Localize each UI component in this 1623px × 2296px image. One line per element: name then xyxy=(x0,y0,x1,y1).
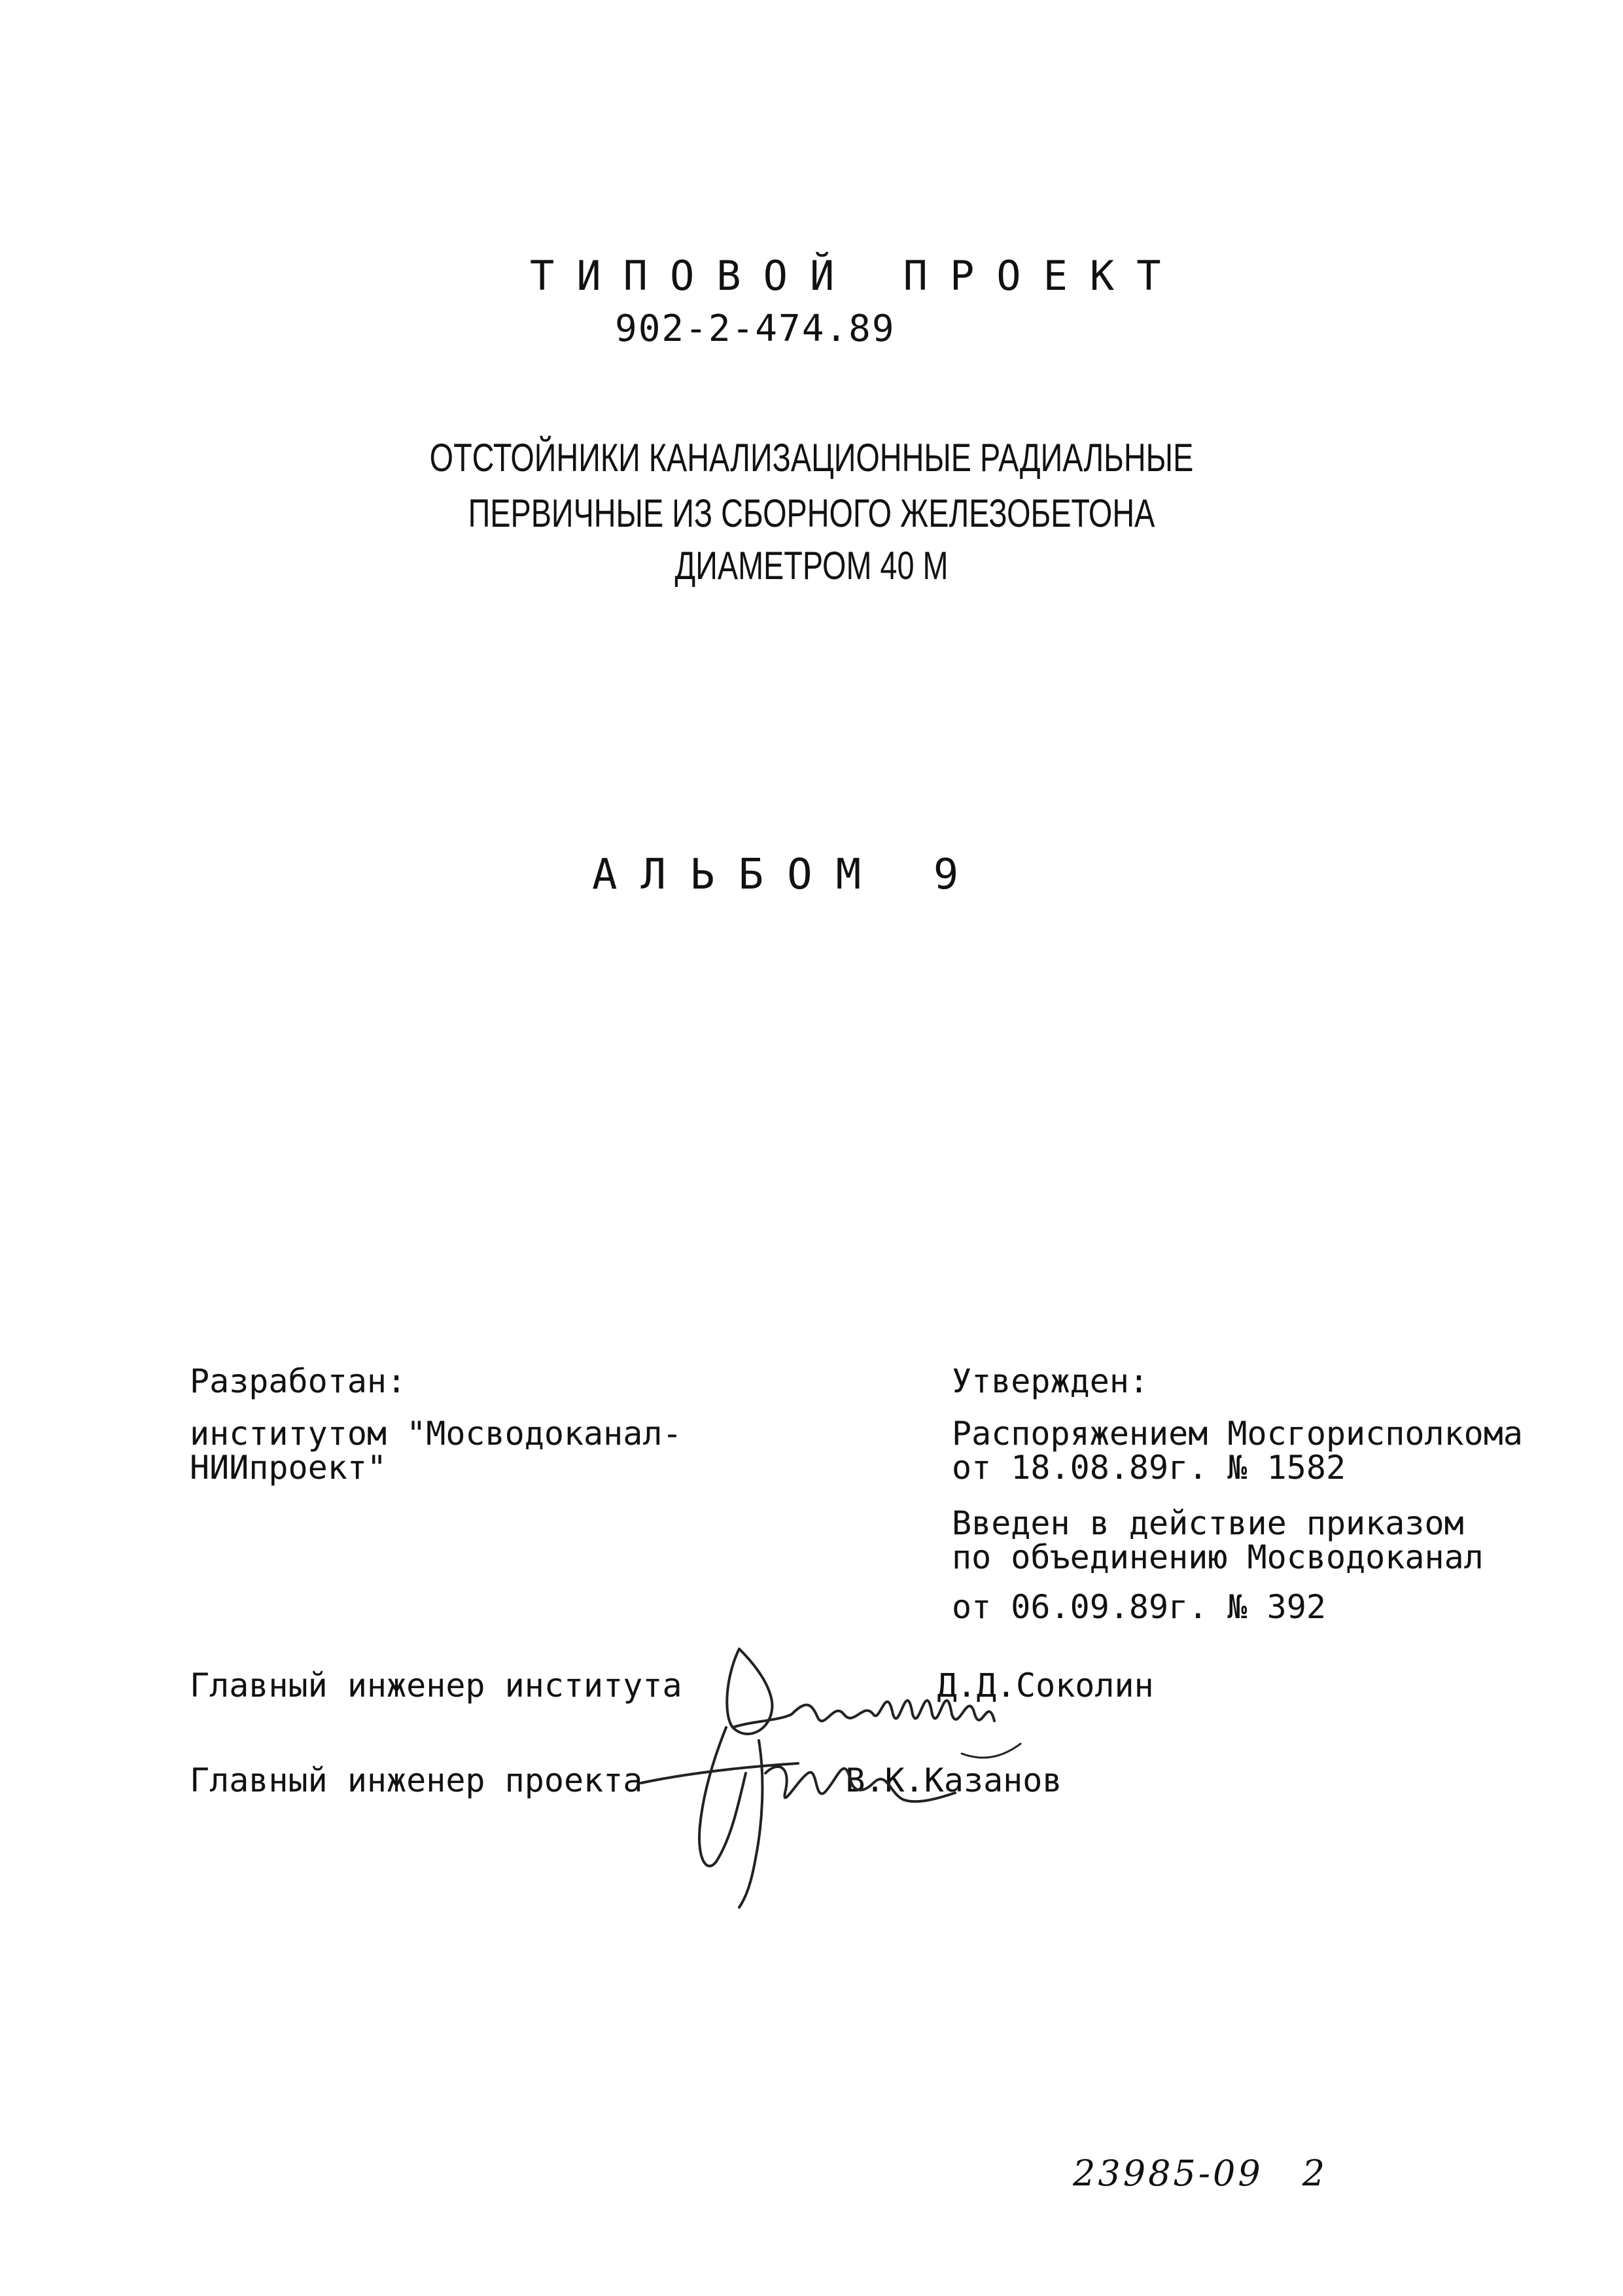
developed-by-line-2: НИИпроект" xyxy=(190,1449,387,1487)
approved-line-3: Введен в действие приказом xyxy=(952,1504,1464,1542)
project-code: 902-2-474.89 xyxy=(615,308,896,350)
footer-doc-number xyxy=(1073,2153,1327,2194)
approved-label: Утвержден: xyxy=(952,1362,1149,1400)
approved-line-1: Распоряжением Мосгорисполкома xyxy=(952,1415,1523,1453)
approved-line-5: от 06.09.89г. № 392 xyxy=(952,1588,1326,1626)
chief-engineer-project-label: Главный инженер проекта xyxy=(190,1761,643,1799)
signature-kazanov xyxy=(628,1701,968,1911)
approved-line-2: от 18.08.89г. № 1582 xyxy=(952,1449,1346,1487)
developed-by-label: Разработан: xyxy=(190,1362,407,1400)
developed-by-line-1: институтом "Мосводоканал- xyxy=(190,1415,682,1453)
main-title-line-2: ПЕРВИЧНЫЕ ИЗ СБОРНОГО ЖЕЛЕЗОБЕТОНА xyxy=(468,491,1155,535)
doc-number: 23985-09 xyxy=(1073,2153,1263,2194)
chief-engineer-project-name: В.К.Казанов xyxy=(845,1761,1062,1799)
page-number: 2 xyxy=(1302,2153,1328,2194)
chief-engineer-institute-name: Д.Д.Соколин xyxy=(937,1667,1154,1704)
main-title-line-1: ОТСТОЙНИКИ КАНАЛИЗАЦИОННЫЕ РАДИАЛЬНЫЕ xyxy=(429,436,1194,480)
approved-line-4: по объединению Мосводоканал xyxy=(952,1538,1484,1576)
album-number: АЛЬБОМ 9 xyxy=(592,851,983,899)
main-title-line-3: ДИАМЕТРОМ 40 М xyxy=(674,544,949,588)
chief-engineer-institute-label: Главный инженер института xyxy=(190,1667,682,1704)
document-type-heading: ТИПОВОЙ ПРОЕКТ xyxy=(530,252,1183,300)
